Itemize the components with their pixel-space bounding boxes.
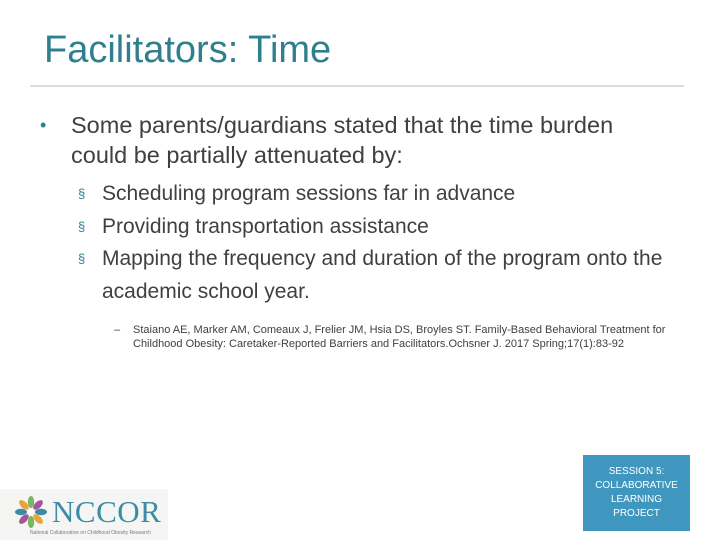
sub-bullet-text: Scheduling program sessions far in advance (102, 182, 516, 205)
sub-bullet-item (78, 243, 678, 308)
session-badge-line: PROJECT (613, 508, 660, 519)
title-divider (30, 85, 684, 87)
logo-text: NCCOR (52, 494, 162, 529)
flower-icon (14, 495, 48, 529)
sub-bullet-item (78, 211, 678, 244)
sub-bullet-item (78, 178, 678, 211)
square-bullet-icon: § (78, 251, 86, 266)
square-bullet-icon: § (78, 186, 86, 201)
session-badge-line: LEARNING (610, 494, 663, 505)
nccor-logo (0, 489, 168, 540)
round-bullet-icon: • (40, 115, 47, 135)
session-badge-line: COLLABORATIVE (595, 480, 678, 491)
citation (114, 323, 674, 351)
logo-tagline: National Collaborative on Childhood Obesity Research (30, 530, 151, 536)
session-badge-line: SESSION 5: (608, 466, 665, 477)
main-bullet-text: Some parents/guardians stated that the time burden could be partially attenuated by: (71, 112, 614, 168)
slide-title: Facilitators: Time (44, 29, 332, 71)
main-bullet (40, 110, 640, 170)
square-bullet-icon: § (78, 218, 86, 234)
dash-bullet-icon: – (114, 324, 121, 336)
session-badge (583, 455, 690, 531)
citation-text: Staiano AE, Marker AM, Comeaux J, Frelier JM, Hsia DS, Broyles ST. Family-Based Behavioral Treatment for Childhood Obesity: Caretaker-Reported Barriers and Facilitators.Ochsner J. 2017 Spring;17(1):83-92 (133, 324, 666, 350)
sub-bullet-text: Providing transportation assistance (102, 214, 429, 238)
sub-bullet-list (78, 178, 678, 308)
sub-bullet-text: Mapping the frequency and duration of the program onto the academic school year. (102, 247, 663, 303)
